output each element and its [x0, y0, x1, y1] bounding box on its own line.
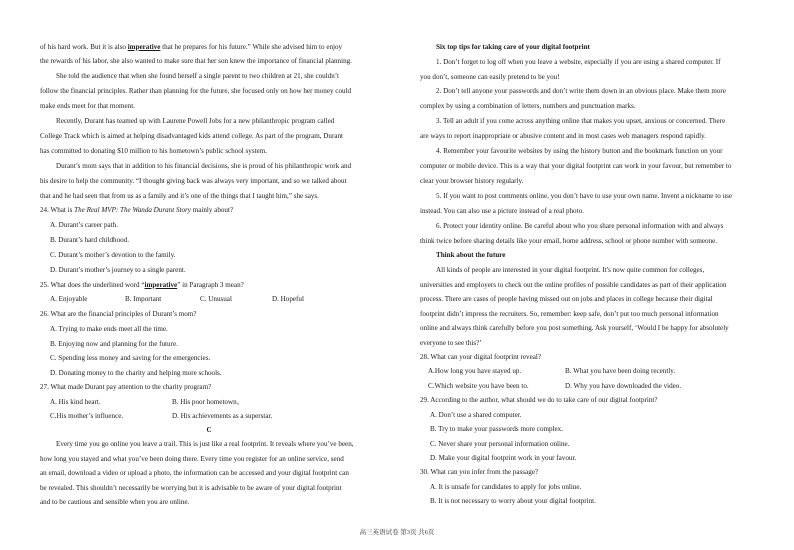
option: A.How long you have stayed up. — [428, 367, 522, 375]
tip-line: instead. You can also use a picture instead of a real photo. — [420, 207, 584, 215]
text-line: Recently, Durant has teamed up with Laurene Powell Jobs for a new philanthropic program called — [56, 117, 335, 125]
question-28: 28. What can your digital footprint reveal? — [420, 353, 542, 361]
question-29: 29. According to the author, what should we do to take care of our digital footprint? — [420, 396, 658, 404]
text-line: everyone to see this?’ — [420, 339, 482, 347]
text-line: All kinds of people are interested in your digital footprint. It's now quite common for colleges, — [436, 266, 705, 274]
tip-line: 4. Remember your favourite websites by using the history button and the bookmark function on your — [436, 147, 723, 155]
options-row — [40, 413, 378, 423]
option: A. Durant’s career path. — [50, 221, 118, 229]
option: C. Spending less money and saving for the emergencies. — [50, 354, 211, 362]
option: B. Enjoying now and planning for the future. — [50, 340, 178, 348]
text-line: College Track which is aimed at helping disadvantaged kids attend college. As part of the program, Durant — [40, 132, 343, 140]
option: D. Durant’s mother’s journey to a single parent. — [50, 266, 186, 274]
options-row — [420, 368, 754, 378]
text-line: his desire to help the community. “I thought giving back was always very important, and so we talked about — [40, 177, 347, 185]
option: C. Durant’s mother’s devotion to the family. — [50, 251, 176, 259]
option: B. What you have been doing recently. — [565, 367, 676, 375]
text-line: Every time you go online you leave a trail. This is just like a real footprint. It reveals where you’ve been, — [56, 440, 354, 448]
option: A. It is unsafe for candidates to apply for jobs online. — [430, 483, 582, 491]
option: A. Trying to make ends meet all the time. — [50, 325, 168, 333]
page-footer: 高三英语试卷 第3页 共6页 — [359, 529, 435, 536]
tip-line: 5. If you want to post comments online, you don’t have to use your own name. Invent a nickname to use — [436, 192, 732, 200]
text-line: follow the financial principles. Rather than planning for the future, she focused only on how her money could — [40, 87, 352, 95]
question-26: 26. What are the financial principles of Durant’s mom? — [40, 310, 197, 318]
question-27: 27. What made Durant pay attention to the charity program? — [40, 383, 212, 391]
tip-line: are ways to report inappropriate or abusive content and in most cases web managers respond rapidly. — [420, 132, 706, 140]
option: C. Never share your personal information online. — [430, 440, 570, 448]
tip-line: you don’t, someone can easily pretend to be you! — [420, 73, 560, 81]
tip-line: 3. Tell an adult if you come across anything online that makes you upset, anxious or concerned. There — [436, 117, 726, 125]
text-line: the rewards of his labor, she also wanted to make sure that her son knew the importance of financial planning. — [40, 57, 352, 65]
text-line: online and always think carefully before you post something. Ask yourself, ‘Would I be happy for absolutely — [420, 324, 729, 332]
option: D. Make your digital footprint work in your favour. — [430, 454, 577, 462]
option: A. His kind heart. — [50, 398, 101, 406]
tip-line: computer or mobile device. This is a way that your digital footprint can work in your favour, but remember to — [420, 162, 732, 170]
option: B. His poor hometown。 — [172, 398, 244, 406]
tip-line: complex by using a combination of letters, numbers and punctuation marks. — [420, 102, 636, 110]
text-line: that and he had seen that from us as a family and it’s one of the things that I taught him,” she says. — [40, 192, 319, 200]
options-row — [40, 399, 378, 409]
option: B. Try to make your passwords more complex. — [430, 425, 563, 433]
question-24: 24. What is The Real MVP: The Wanda Durant Story mainly about? — [40, 206, 234, 214]
text-line: footprint didn’t impress the recruiters. So, remember: keep safe, don’t put too much personal information — [420, 310, 719, 318]
option: D. Hopeful — [272, 295, 304, 303]
text-line: how long you stayed and what you’ve been doing there. Every time you register for an online service, send — [40, 455, 344, 463]
option: C. Unusual — [200, 295, 232, 303]
question-25: 25. What does the underlined word “imperative” in Paragraph 3 mean? — [40, 281, 244, 289]
tip-line: think twice before sharing details like your email, home address, school or phone number with someone. — [420, 237, 718, 245]
option: C.Which website you have been to. — [428, 382, 529, 390]
future-heading: Think about the future — [436, 251, 506, 259]
question-30: 30. What can you infer from the passage? — [420, 468, 539, 476]
tip-line: 6. Protect your identity online. Be careful about who you share personal information with and always — [436, 222, 724, 230]
text-line: be revealed. This shouldn’t necessarily be worrying but it is advisable to be aware of your digital footprint — [40, 484, 342, 492]
option: C.His mother’s influence. — [50, 412, 124, 420]
tip-line: 2. Don’t tell anyone your passwords and don’t write them down in an obvious place. Make them more — [436, 87, 726, 95]
options-row — [420, 383, 754, 393]
text-line: universities and employers to check out the online profiles of possible candidates as part of their application — [420, 281, 727, 289]
option: B. Durant’s hard childhood. — [50, 236, 130, 244]
text-line: of his hard work. But it is also imperative that he prepares for his future.” While she advised him to enjoy — [40, 43, 343, 51]
tip-line: 1. Don’t forget to log off when you leave a website, especially if you are using a shared computer. If — [436, 58, 721, 66]
text-line: make ends meet for that moment. — [40, 102, 135, 110]
options-row — [40, 296, 378, 306]
option: A. Don’t use a shared computer. — [430, 411, 522, 419]
option: D. Donating money to the charity and helping more schools. — [50, 369, 222, 377]
option: B. Important — [125, 295, 162, 303]
option: B. It is not necessary to worry about your digital footprint. — [430, 497, 596, 505]
text-line: She told the audience that when she found herself a single parent to two children at 21, she couldn’t — [56, 72, 339, 80]
text-line: Durant’s mom says that in addition to his financial decisions, she is proud of his philanthropic work and — [56, 162, 352, 170]
text-line: has committed to donating $10 million to his hometown’s public school system. — [40, 147, 267, 155]
text-line: and to be cautious and sensible when you are online. — [40, 498, 190, 506]
tips-heading: Six top tips for taking care of your digital footprint — [436, 43, 590, 51]
tip-line: clear your browser history regularly. — [420, 177, 524, 185]
text-line: process. There are cases of people having missed out on jobs and places in college because their digital — [420, 295, 713, 303]
text-line: an email, download a video or upload a photo, the information can be accessed and your digital footprint can — [40, 469, 349, 477]
section-c-heading: C — [206, 426, 212, 434]
option: D. Why you have downloaded the video. — [565, 382, 682, 390]
underlined-word: imperative — [127, 43, 161, 51]
option: A. Enjoyable — [50, 295, 88, 303]
option: D. His achievements as a superstar. — [172, 412, 273, 420]
